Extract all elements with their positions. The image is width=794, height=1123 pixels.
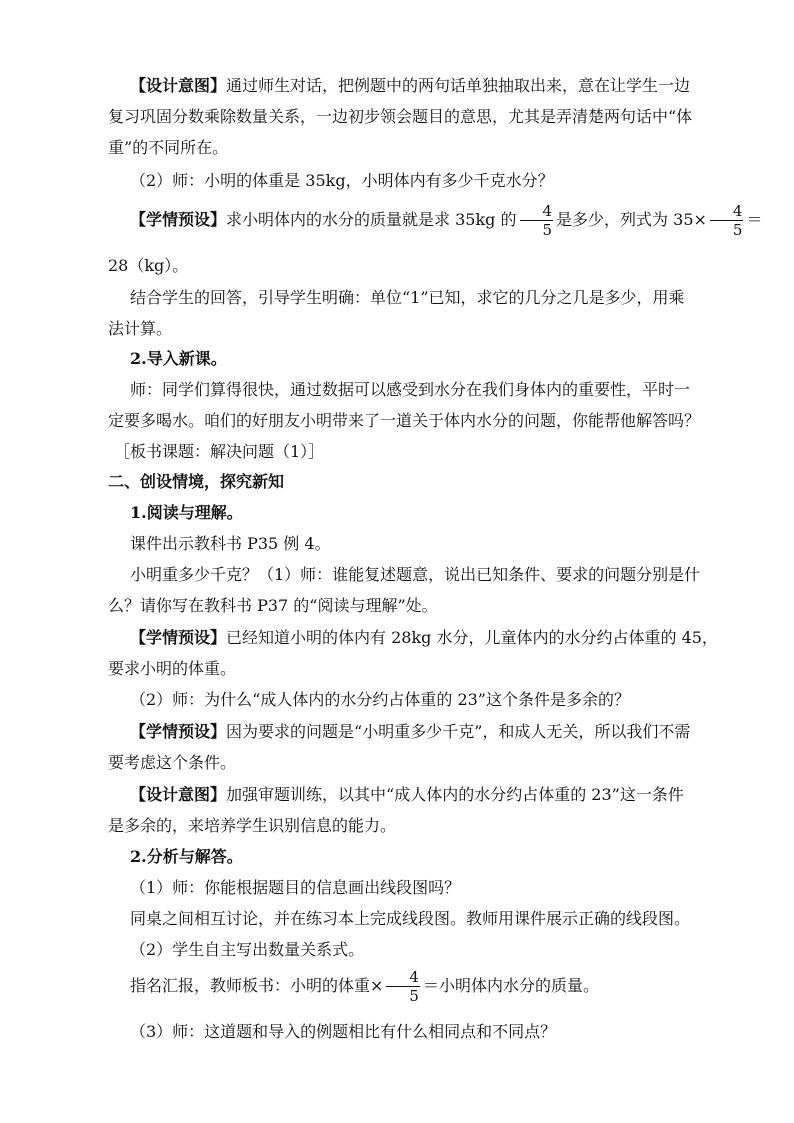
fraction: $\frac{4}{5}$ [520,204,554,238]
text-line: 要考虑这个条件。 [108,753,237,772]
question-3: （3）师：这道题和导入的例题相比有什么相同点和不同点？ [130,1022,557,1041]
text-line: 要求小明的体重。 [108,659,237,678]
text-line: （2）学生自主写出数量关系式。 [130,940,365,959]
paragraph-preset-2: 【学情预设】已经知道小明的体内有 28kg 水分，儿童体内的水分约占体重的 45， [130,628,718,647]
text-line: 28（kg）。 [108,256,189,275]
tag-preset: 【学情预设】 [130,628,227,647]
tag-design-intent: 【设计意图】 [130,785,227,804]
text-line: 是多余的，来培养学生识别信息的能力。 [108,816,397,835]
section-heading: 2.导入新课。 [130,349,227,368]
text-line: 定要多喝水。咱们的好朋友小明带来了一道关于体内水分的问题，你能帮他解答吗？ [108,411,701,430]
paragraph-design-intent-1: 【设计意图】通过师生对话，把例题中的两句话单独抽取出来，意在让学生一边 [130,76,691,95]
question-2: （2）师：小明的体重是 35kg，小明体内有多少千克水分？ [130,171,554,190]
text-line: 小明重多少千克？（1）师：谁能复述题意，说出已知条件、要求的问题分别是什 [130,565,701,584]
text-line: 重”的不同所在。 [108,138,229,157]
text-line: 么？请你写在教科书 P37 的“阅读与理解”处。 [108,596,438,615]
text-line: 课件出示教科书 P35 例 4。 [130,534,331,553]
section-heading: 二、创设情境，探究新知 [108,472,285,491]
text-line: 同桌之间相互讨论，并在练习本上完成线段图。教师用课件展示正确的线段图。 [130,909,691,928]
fraction: $\frac{4}{5}$ [386,970,420,1004]
paragraph-preset-1: 【学情预设】求小明体内的水分的质量就是求 35kg 的 $\frac{4}{5}$ 是多少，列式为 35× $\frac{4}{5}$ ＝ [130,201,763,239]
text-line: 师：同学们算得很快，通过数据可以感受到水分在我们身体内的重要性，平时一 [130,380,691,399]
paragraph-preset-3: 【学情预设】因为要求的问题是“小明重多少千克”，和成人无关，所以我们不需 [130,722,691,741]
board-title: ［板书课题：解决问题（1）］ [114,442,325,461]
section-heading: 1.阅读与理解。 [130,503,243,522]
text-line: 法计算。 [108,319,173,338]
tag-preset: 【学情预设】 [130,722,227,741]
text-line: （1）师：你能根据题目的信息画出线段图吗？ [130,878,461,897]
fraction: $\frac{4}{5}$ [710,204,744,238]
tag-design-intent: 【设计意图】 [130,76,227,95]
paragraph-design-intent-2: 【设计意图】加强审题训练，以其中“成人体内的水分约占体重的 23”这一条件 [130,785,684,804]
text-line: 结合学生的回答，引导学生明确：单位“1”已知，求它的几分之几是多少，用乘 [130,288,685,307]
tag-preset: 【学情预设】 [130,210,227,229]
text-line: 复习巩固分数乘除数量关系，一边初步领会题目的意思，尤其是弄清楚两句话中“体 [108,107,693,126]
section-heading: 2.分析与解答。 [130,847,243,866]
formula-line: 指名汇报，教师板书：小明的体重× $\frac{4}{5}$ ＝小明体内水分的质量。 [130,967,599,1005]
question-2b: （2）师：为什么“成人体内的水分约占体重的 23”这个条件是多余的？ [130,690,630,709]
